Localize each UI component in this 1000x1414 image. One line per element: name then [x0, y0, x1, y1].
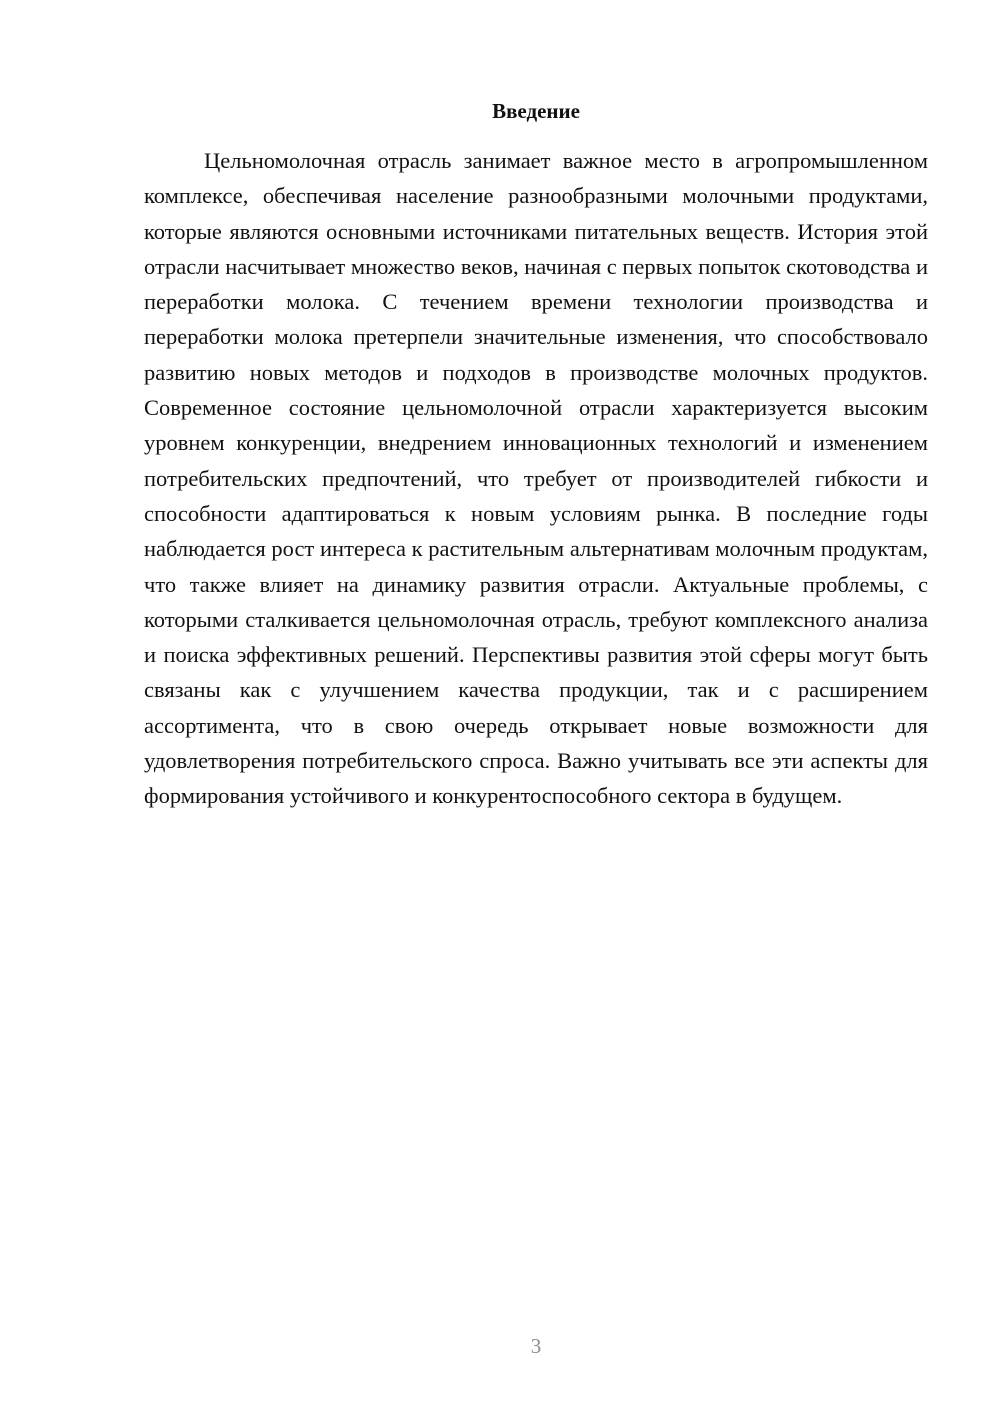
page-number: 3 [530, 1334, 542, 1358]
body-paragraph: Цельномолочная отрасль занимает важное место в агропромышленном комплексе, обеспечивая население разнообразными молочными продуктами, которые являются основными источниками питательных веществ. История этой отрасли насчитывает множество веков, начиная с первых попыток скотоводства и переработки молока. С течением времени технологии производства и переработки молока претерпели значительные изменения, что способствовало развитию новых методов и подходов в производстве молочных продуктов. Современное состояние цельномолочной отрасли характеризуется высоким уровнем конкуренции, внедрением инновационных технологий и изменением потребительских предпочтений, что требует от производителей гибкости и способности адаптироваться к новым условиям рынка. В последние годы наблюдается рост интереса к растительным альтернативам молочным продуктам, что также влияет на динамику развития отрасли. Актуальные проблемы, с которыми сталкивается цельномолочная отрасль, требуют комплексного анализа и поиска эффективных решений. Перспективы развития этой сферы могут быть связаны как с улучшением качества продукции, так и с расширением ассортимента, что в свою очередь открывает новые возможности для удовлетворения потребительского спроса. Важно учитывать все эти аспекты для формирования устойчивого и конкурентоспособного сектора в будущем. [144, 148, 928, 809]
section-heading: Введение [492, 99, 580, 123]
